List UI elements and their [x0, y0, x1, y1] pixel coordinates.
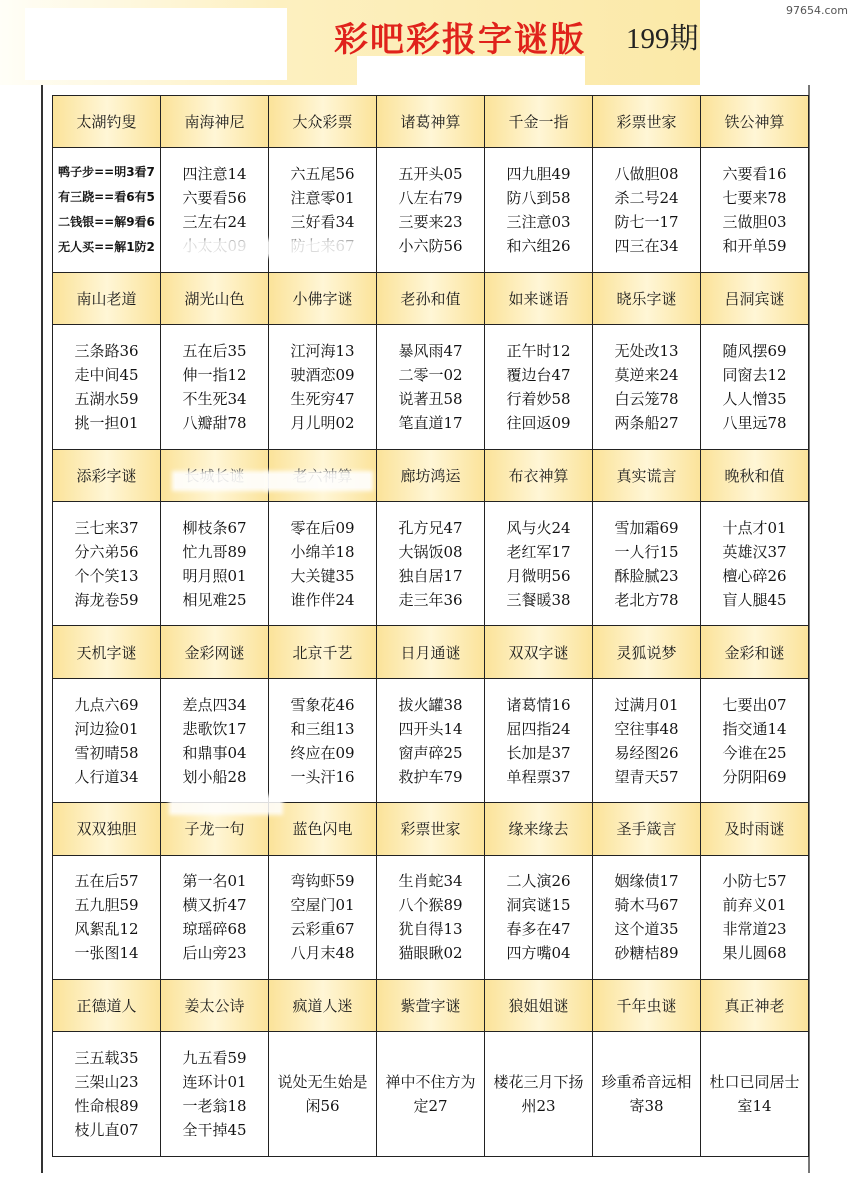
- prediction-line: 驶酒恋09: [290, 365, 355, 384]
- prediction-line: 四三在34: [614, 237, 679, 256]
- prediction-line: 生肖蛇34: [398, 872, 463, 891]
- prediction-verse: 珍重希音远相寄38: [601, 1073, 692, 1116]
- prediction-cell: [377, 502, 485, 626]
- prediction-lines: [290, 516, 354, 612]
- prediction-lines: [506, 339, 570, 435]
- prediction-line: 走三年36: [398, 590, 463, 609]
- prediction-line: 小绵羊18: [290, 542, 355, 561]
- prediction-line: 雪象花46: [290, 695, 355, 714]
- prediction-line: 救护车79: [398, 767, 463, 786]
- prediction-lines: [722, 869, 786, 965]
- prediction-row: [53, 325, 809, 449]
- prediction-line: 性命根89: [74, 1097, 139, 1116]
- column-source-name: 廊坊鸿运: [377, 449, 485, 501]
- prediction-cell: [161, 325, 269, 449]
- prediction-line: 一张图14: [74, 944, 139, 963]
- prediction-line: 后山旁23: [182, 944, 247, 963]
- prediction-line: 指交通14: [722, 719, 787, 738]
- prediction-verse: 杜口已同居士室14: [709, 1073, 800, 1116]
- prediction-line: 覆边台47: [506, 365, 571, 384]
- prediction-row: [53, 678, 809, 802]
- prediction-line: 望青天57: [614, 767, 679, 786]
- prediction-lines: [74, 1046, 138, 1142]
- prediction-lines: [614, 869, 678, 965]
- prediction-line: 防七一17: [614, 213, 679, 232]
- prediction-lines: [182, 1046, 246, 1142]
- prediction-cell: [161, 678, 269, 802]
- prediction-lines: [74, 339, 138, 435]
- column-source-name: 大众彩票: [269, 96, 377, 148]
- column-source-name: 双双独胆: [53, 803, 161, 855]
- prediction-cell: [269, 678, 377, 802]
- prediction-line: 零在后09: [290, 518, 355, 537]
- prediction-cell: [53, 148, 161, 272]
- prediction-line: 防八到58: [506, 189, 571, 208]
- prediction-lines: [506, 693, 570, 789]
- smudge: [280, 242, 370, 254]
- prediction-lines: [182, 339, 246, 435]
- prediction-line: 猫眼瞅02: [398, 944, 463, 963]
- prediction-line: 八左右79: [398, 189, 463, 208]
- prediction-line: 八里远78: [722, 413, 787, 432]
- prediction-line: 三注意03: [506, 213, 571, 232]
- prediction-line: 五九胆59: [74, 896, 139, 915]
- prediction-lines: [722, 162, 786, 258]
- column-source-name: 金彩和谜: [701, 626, 809, 678]
- prediction-line: 三做胆03: [722, 213, 787, 232]
- column-source-name: 子龙一句: [161, 803, 269, 855]
- prediction-cell: [593, 855, 701, 979]
- prediction-line: 七要出07: [722, 695, 787, 714]
- prediction-line: 六五尾56: [290, 165, 355, 184]
- blank-logo-area: [25, 8, 287, 80]
- prediction-cell: [377, 325, 485, 449]
- prediction-line: 四方嘴04: [506, 944, 571, 963]
- prediction-line: 春多在47: [506, 920, 571, 939]
- prediction-lines: [722, 693, 786, 789]
- prediction-line: 莫逆来24: [614, 365, 679, 384]
- prediction-lines: [398, 339, 462, 435]
- smudge: [172, 242, 277, 254]
- prediction-cell: [53, 678, 161, 802]
- header-row: [53, 980, 809, 1032]
- column-source-name: 彩票世家: [593, 96, 701, 148]
- column-source-name: 太湖钓叟: [53, 96, 161, 148]
- prediction-verse: 楼花三月下扬州23: [493, 1073, 584, 1116]
- header-row: [53, 96, 809, 148]
- prediction-line: 横又折47: [182, 896, 247, 915]
- prediction-cell: [701, 148, 809, 272]
- prediction-line: 十点才01: [722, 518, 787, 537]
- column-source-name: 布衣神算: [485, 449, 593, 501]
- column-source-name: 添彩字谜: [53, 449, 161, 501]
- prediction-line: 空屋门01: [290, 896, 355, 915]
- prediction-line: 暴风雨47: [398, 341, 463, 360]
- prediction-line: 过满月01: [614, 695, 679, 714]
- prediction-lines: [614, 339, 678, 435]
- column-source-name: 如来谜语: [485, 272, 593, 324]
- prediction-line: 伸一指12: [182, 365, 247, 384]
- header-row: [53, 626, 809, 678]
- prediction-line: 三条路36: [74, 341, 139, 360]
- site-watermark: 97654.com: [786, 4, 848, 17]
- column-source-name: 圣手箴言: [593, 803, 701, 855]
- column-source-name: 老孙和值: [377, 272, 485, 324]
- prediction-line: 九五看59: [182, 1049, 247, 1068]
- prediction-line: 枝儿直07: [74, 1121, 139, 1140]
- prediction-cell: [701, 678, 809, 802]
- prediction-line: 单程票37: [506, 767, 571, 786]
- prediction-line: 三要来23: [398, 213, 463, 232]
- prediction-line: 檀心碎26: [722, 566, 787, 585]
- prediction-line: 八个猴89: [398, 896, 463, 915]
- column-source-name: 彩票世家: [377, 803, 485, 855]
- prediction-line: 空往事48: [614, 719, 679, 738]
- prediction-line: 老北方78: [614, 590, 679, 609]
- prediction-line: 三餐暖38: [506, 590, 571, 609]
- prediction-row: [53, 502, 809, 626]
- prediction-line: 果儿圆68: [722, 944, 787, 963]
- prediction-line: 海龙卷59: [74, 590, 139, 609]
- prediction-line: 往回返09: [506, 413, 571, 432]
- prediction-line: 三好看34: [290, 213, 355, 232]
- prediction-line: 连环计01: [182, 1073, 247, 1092]
- prediction-line: 随风摆69: [722, 341, 787, 360]
- prediction-line: 小六防56: [398, 237, 463, 256]
- header-row: [53, 272, 809, 324]
- prediction-cell: [593, 325, 701, 449]
- column-source-name: 及时雨谜: [701, 803, 809, 855]
- prediction-line: 洞宾谜15: [506, 896, 571, 915]
- prediction-cell: [53, 1032, 161, 1157]
- prediction-cell: [377, 148, 485, 272]
- prediction-line: 雪初晴58: [74, 743, 139, 762]
- issue-number: 199期: [626, 23, 699, 55]
- prediction-line: 一头汗16: [290, 767, 355, 786]
- prediction-cell: [593, 148, 701, 272]
- column-source-name: 双双字谜: [485, 626, 593, 678]
- prediction-line: 挑一担01: [74, 413, 139, 432]
- prediction-line: 七要来78: [722, 189, 787, 208]
- prediction-line: 个个笑13: [74, 566, 139, 585]
- prediction-line: 和三组13: [290, 719, 355, 738]
- prediction-line: 四注意14: [182, 165, 247, 184]
- column-source-name: 吕洞宾谜: [701, 272, 809, 324]
- prediction-line: 无处改13: [614, 341, 679, 360]
- column-source-name: 铁公神算: [701, 96, 809, 148]
- prediction-line: 骑木马67: [614, 896, 679, 915]
- prediction-line: 风与火24: [506, 518, 571, 537]
- column-source-name: 灵狐说梦: [593, 626, 701, 678]
- prediction-line: 相见难25: [182, 590, 247, 609]
- prediction-lines: [398, 693, 462, 789]
- column-source-name: 金彩网谜: [161, 626, 269, 678]
- prediction-line: 三五载35: [74, 1049, 139, 1068]
- prediction-line: 同窗去12: [722, 365, 787, 384]
- prediction-cell: [701, 1032, 809, 1157]
- prediction-line: 分阴阳69: [722, 767, 787, 786]
- prediction-line: 弯钩虾59: [290, 872, 355, 891]
- prediction-cell: [485, 502, 593, 626]
- prediction-line: 和六组26: [506, 237, 571, 256]
- prediction-line: 八瓣甜78: [182, 413, 247, 432]
- page-title: 彩吧彩报字谜版: [334, 20, 586, 60]
- header-row: [53, 803, 809, 855]
- prediction-line: 六要看16: [722, 165, 787, 184]
- prediction-lines: [614, 162, 678, 258]
- prediction-line: 悲歌饮17: [182, 719, 247, 738]
- column-source-name: 诸葛神算: [377, 96, 485, 148]
- prediction-lines: [614, 516, 678, 612]
- prediction-cell: [485, 678, 593, 802]
- prediction-line: 五在后57: [74, 872, 139, 891]
- prediction-line: 今谁在25: [722, 743, 787, 762]
- column-source-name: 千金一指: [485, 96, 593, 148]
- smudge: [172, 798, 280, 812]
- prediction-line: 二零一02: [398, 365, 463, 384]
- prediction-line: 六要看56: [182, 189, 247, 208]
- prediction-line: 分六弟56: [74, 542, 139, 561]
- prediction-cell: [269, 325, 377, 449]
- prediction-line: 诸葛情16: [506, 695, 571, 714]
- prediction-line: 有三跷==看6有5: [58, 190, 155, 205]
- column-source-name: 正德道人: [53, 980, 161, 1032]
- prediction-line: 笔直道17: [398, 413, 463, 432]
- prediction-line: 柳枝条67: [182, 518, 247, 537]
- prediction-line: 三七来37: [74, 518, 139, 537]
- prediction-line: 云彩重67: [290, 920, 355, 939]
- prediction-cell: [269, 502, 377, 626]
- column-source-name: 千年虫谜: [593, 980, 701, 1032]
- prediction-line: 说著丑58: [398, 389, 463, 408]
- prediction-line: 老红军17: [506, 542, 571, 561]
- prediction-line: 生死穷47: [290, 389, 355, 408]
- prediction-line: 谁作伴24: [290, 590, 355, 609]
- prediction-lines: [614, 693, 678, 789]
- prediction-line: 雪加霜69: [614, 518, 679, 537]
- prediction-lines: [74, 693, 138, 789]
- prediction-lines: [398, 869, 462, 965]
- prediction-cell: [701, 325, 809, 449]
- prediction-lines: [506, 516, 570, 612]
- riddle-grid: [52, 95, 809, 1157]
- prediction-line: 长加是37: [506, 743, 571, 762]
- prediction-line: 盲人腿45: [722, 590, 787, 609]
- column-source-name: 真正神老: [701, 980, 809, 1032]
- prediction-cell: [485, 1032, 593, 1157]
- prediction-cell: [701, 502, 809, 626]
- prediction-lines: [290, 869, 354, 965]
- prediction-cell: [53, 855, 161, 979]
- prediction-line: 终应在09: [290, 743, 355, 762]
- prediction-row: [53, 1032, 809, 1157]
- prediction-line: 屈四指24: [506, 719, 571, 738]
- prediction-line: 三左右24: [182, 213, 247, 232]
- prediction-line: 人人憎35: [722, 389, 787, 408]
- prediction-line: 大关键35: [290, 566, 355, 585]
- prediction-lines: [290, 339, 354, 435]
- prediction-line: 孔方兄47: [398, 518, 463, 537]
- prediction-line: 月儿明02: [290, 413, 355, 432]
- prediction-row: [53, 855, 809, 979]
- prediction-cell: [485, 325, 593, 449]
- prediction-line: 忙九哥89: [182, 542, 247, 561]
- column-source-name: 狼姐姐谜: [485, 980, 593, 1032]
- prediction-line: 大锅饭08: [398, 542, 463, 561]
- column-source-name: 南海神尼: [161, 96, 269, 148]
- prediction-lines: [182, 869, 246, 965]
- column-source-name: 南山老道: [53, 272, 161, 324]
- prediction-line: 全干掉45: [182, 1121, 247, 1140]
- prediction-line: 五开头05: [398, 165, 463, 184]
- prediction-line: 五在后35: [182, 341, 247, 360]
- prediction-line: 和鼎事04: [182, 743, 247, 762]
- prediction-line: 走中间45: [74, 365, 139, 384]
- prediction-line: 无人买==解1防2: [58, 240, 155, 255]
- prediction-line: 一人行15: [614, 542, 679, 561]
- column-source-name: 姜太公诗: [161, 980, 269, 1032]
- prediction-line: 第一名01: [182, 872, 247, 891]
- prediction-lines: [722, 516, 786, 612]
- column-source-name: 蓝色闪电: [269, 803, 377, 855]
- prediction-line: 前弃义01: [722, 896, 787, 915]
- prediction-cell: [161, 1032, 269, 1157]
- prediction-line: 非常道23: [722, 920, 787, 939]
- prediction-cell: [485, 855, 593, 979]
- prediction-lines: [290, 693, 354, 789]
- prediction-line: 四开头14: [398, 719, 463, 738]
- prediction-cell: [377, 855, 485, 979]
- prediction-line: 八做胆08: [614, 165, 679, 184]
- prediction-cell: [485, 148, 593, 272]
- column-source-name: 疯道人迷: [269, 980, 377, 1032]
- prediction-lines: [74, 516, 138, 612]
- prediction-line: 姻缘债17: [614, 872, 679, 891]
- prediction-line: 杀二号24: [614, 189, 679, 208]
- prediction-line: 江河海13: [290, 341, 355, 360]
- prediction-line: 五湖水59: [74, 389, 139, 408]
- prediction-line: 行着妙58: [506, 389, 571, 408]
- column-source-name: 紫萱字谜: [377, 980, 485, 1032]
- prediction-line: 鸭子步==明3看7: [58, 165, 155, 180]
- smudge: [268, 474, 370, 488]
- prediction-line: 八月末48: [290, 944, 355, 963]
- column-source-name: 小佛字谜: [269, 272, 377, 324]
- prediction-lines: [182, 516, 246, 612]
- prediction-cell: [377, 678, 485, 802]
- prediction-lines: [398, 162, 462, 258]
- prediction-cell: [53, 325, 161, 449]
- column-source-name: 真实谎言: [593, 449, 701, 501]
- prediction-cell: [53, 502, 161, 626]
- prediction-line: 差点四34: [182, 695, 247, 714]
- prediction-cell: [593, 502, 701, 626]
- prediction-line: 四九胆49: [506, 165, 571, 184]
- smudge: [175, 474, 265, 488]
- prediction-line: 二人演26: [506, 872, 571, 891]
- column-source-name: 湖光山色: [161, 272, 269, 324]
- header-row: [53, 449, 809, 501]
- prediction-line: 注意零01: [290, 189, 355, 208]
- prediction-lines: [722, 339, 786, 435]
- prediction-line: 三架山23: [74, 1073, 139, 1092]
- prediction-line: 一老翁18: [182, 1097, 247, 1116]
- prediction-line: 九点六69: [74, 695, 139, 714]
- prediction-line: 犹自得13: [398, 920, 463, 939]
- column-source-name: 日月通谜: [377, 626, 485, 678]
- prediction-verse: 说处无生始是闲56: [277, 1073, 368, 1116]
- prediction-line: 不生死34: [182, 389, 247, 408]
- prediction-line: 河边猃01: [74, 719, 139, 738]
- prediction-lines: [182, 693, 246, 789]
- prediction-lines: [506, 869, 570, 965]
- prediction-line: 易经图26: [614, 743, 679, 762]
- column-source-name: 晓乐字谜: [593, 272, 701, 324]
- prediction-line: 拔火罐38: [398, 695, 463, 714]
- prediction-line: 酥脸腻23: [614, 566, 679, 585]
- prediction-line: 白云笼78: [614, 389, 679, 408]
- prediction-line: 砂糖桔89: [614, 944, 679, 963]
- prediction-line: 和开单59: [722, 237, 787, 256]
- prediction-line: 独自居17: [398, 566, 463, 585]
- prediction-cell: [161, 855, 269, 979]
- prediction-cell: [161, 502, 269, 626]
- prediction-line: 月微明56: [506, 566, 571, 585]
- prediction-verse: 禅中不住方为定27: [385, 1073, 476, 1116]
- prediction-cell: [701, 855, 809, 979]
- prediction-cell: [269, 855, 377, 979]
- prediction-row: [53, 148, 809, 272]
- prediction-lines: [506, 162, 570, 258]
- prediction-line: 窗声碎25: [398, 743, 463, 762]
- prediction-line: 两条船27: [614, 413, 679, 432]
- prediction-cell: [269, 1032, 377, 1157]
- prediction-line: 小防七57: [722, 872, 787, 891]
- prediction-line: 二钱银==解9看6: [58, 215, 155, 230]
- prediction-line: 风絮乱12: [74, 920, 139, 939]
- prediction-lines: [398, 516, 462, 612]
- column-source-name: 晚秋和值: [701, 449, 809, 501]
- prediction-cell: [377, 1032, 485, 1157]
- prediction-lines: [74, 869, 138, 965]
- prediction-line: 明月照01: [182, 566, 247, 585]
- prediction-line: 英雄汉37: [722, 542, 787, 561]
- column-source-name: 缘来缘去: [485, 803, 593, 855]
- prediction-cell: [593, 1032, 701, 1157]
- prediction-line: 正午时12: [506, 341, 571, 360]
- column-source-name: 天机字谜: [53, 626, 161, 678]
- prediction-line: 划小船28: [182, 767, 247, 786]
- prediction-line: 这个道35: [614, 920, 679, 939]
- column-source-name: 北京千艺: [269, 626, 377, 678]
- prediction-lines: [58, 160, 155, 260]
- prediction-line: 人行道34: [74, 767, 139, 786]
- prediction-cell: [593, 678, 701, 802]
- prediction-line: 琼瑶碎68: [182, 920, 247, 939]
